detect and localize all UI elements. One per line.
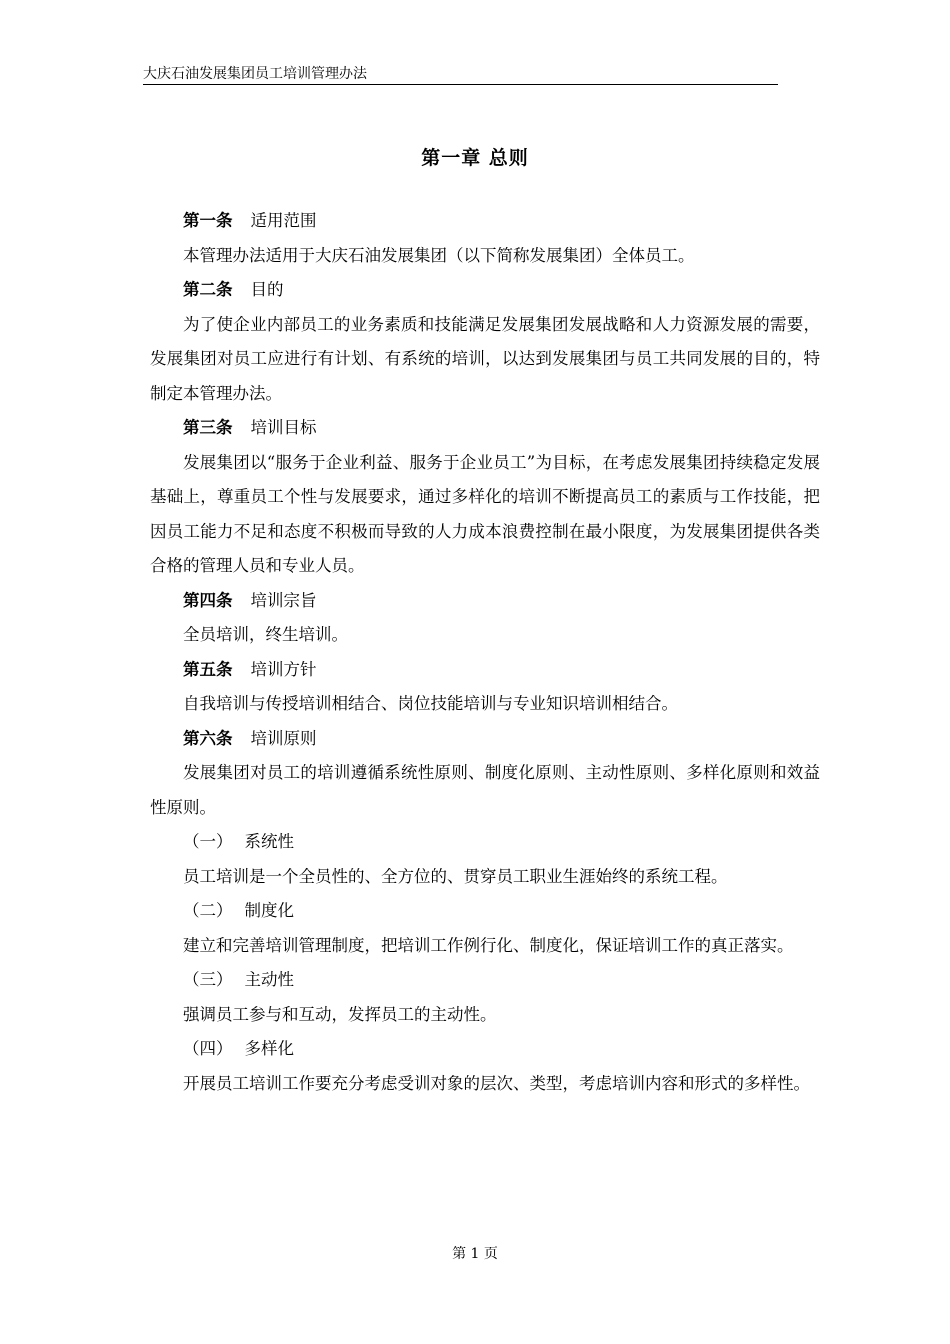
article-heading	[150, 653, 820, 688]
header-title: 大庆石油发展集团员工培训管理办法	[143, 66, 367, 82]
principle-paragraph: 强调员工参与和互动，发挥员工的主动性。	[183, 1004, 497, 1024]
principle-heading	[150, 963, 820, 998]
principle-heading	[150, 894, 820, 929]
principle-title: 制度化	[244, 901, 294, 920]
principle-paragraph: 开展员工培训工作要充分考虑受训对象的层次、类型，考虑培训内容和形式的多样性。	[183, 1073, 810, 1093]
principle-title: 主动性	[244, 970, 294, 989]
article-heading	[150, 273, 820, 308]
page-number: 第 1 页	[452, 1246, 498, 1262]
principle-heading	[150, 825, 820, 860]
principle-number: （四）	[183, 1039, 233, 1058]
running-header	[143, 64, 778, 85]
article-heading	[150, 411, 820, 446]
article-number: 第四条	[183, 590, 233, 610]
article-paragraph: 全员培训，终生培训。	[183, 625, 348, 644]
principle-number: （三）	[183, 970, 233, 989]
principle-paragraph: 员工培训是一个全员性的、全方位的、贯穿员工职业生涯始终的系统工程。	[183, 866, 728, 886]
chapter-title: 第一章 总则	[421, 147, 529, 169]
article-number: 第五条	[183, 659, 233, 679]
principle-paragraph: 建立和完善培训管理制度，把培训工作例行化、制度化，保证培训工作的真正落实。	[183, 935, 794, 955]
article-paragraph: 为了使企业内部员工的业务素质和技能满足发展集团发展战略和人力资源发展的需要，发展集团对员工应进行有计划、有系统的培训，以达到发展集团与员工共同发展的目的，特制定本管理办法。	[150, 314, 820, 403]
page-footer	[0, 1244, 950, 1264]
article-number: 第一条	[183, 211, 233, 230]
article-paragraph: 本管理办法适用于大庆石油发展集团（以下简称发展集团）全体员工。	[183, 245, 695, 265]
article-title: 培训方针	[250, 659, 317, 679]
article-number: 第二条	[183, 280, 233, 299]
document-body	[150, 204, 820, 1101]
principle-title: 多样化	[244, 1039, 294, 1058]
principle-heading	[150, 1032, 820, 1067]
article-title: 适用范围	[250, 211, 317, 230]
article-heading	[150, 722, 820, 757]
article-title: 培训宗旨	[250, 590, 317, 610]
article-number: 第三条	[183, 418, 233, 437]
article-paragraph: 发展集团以“服务于企业利益、服务于企业员工”为目标，在考虑发展集团持续稳定发展基础上，尊重员工个性与发展要求，通过多样化的培训不断提高员工的素质与工作技能，把因员工能力不足和态度不积极而导致的人力成本浪费控制在最小限度，为发展集团提供各类合格的管理人员和专业人员。	[150, 452, 820, 575]
article-paragraph: 发展集团对员工的培训遵循系统性原则、制度化原则、主动性原则、多样化原则和效益性原则。	[150, 763, 820, 817]
principle-title: 系统性	[244, 832, 294, 851]
article-paragraph: 自我培训与传授培训相结合、岗位技能培训与专业知识培训相结合。	[183, 694, 678, 713]
article-title: 培训目标	[250, 418, 317, 437]
principle-number: （二）	[183, 901, 233, 920]
article-heading	[150, 584, 820, 619]
article-heading	[150, 204, 820, 239]
article-number: 第六条	[183, 728, 233, 748]
principle-number: （一）	[183, 832, 233, 851]
article-title: 培训原则	[250, 728, 317, 748]
article-title: 目的	[250, 280, 284, 299]
